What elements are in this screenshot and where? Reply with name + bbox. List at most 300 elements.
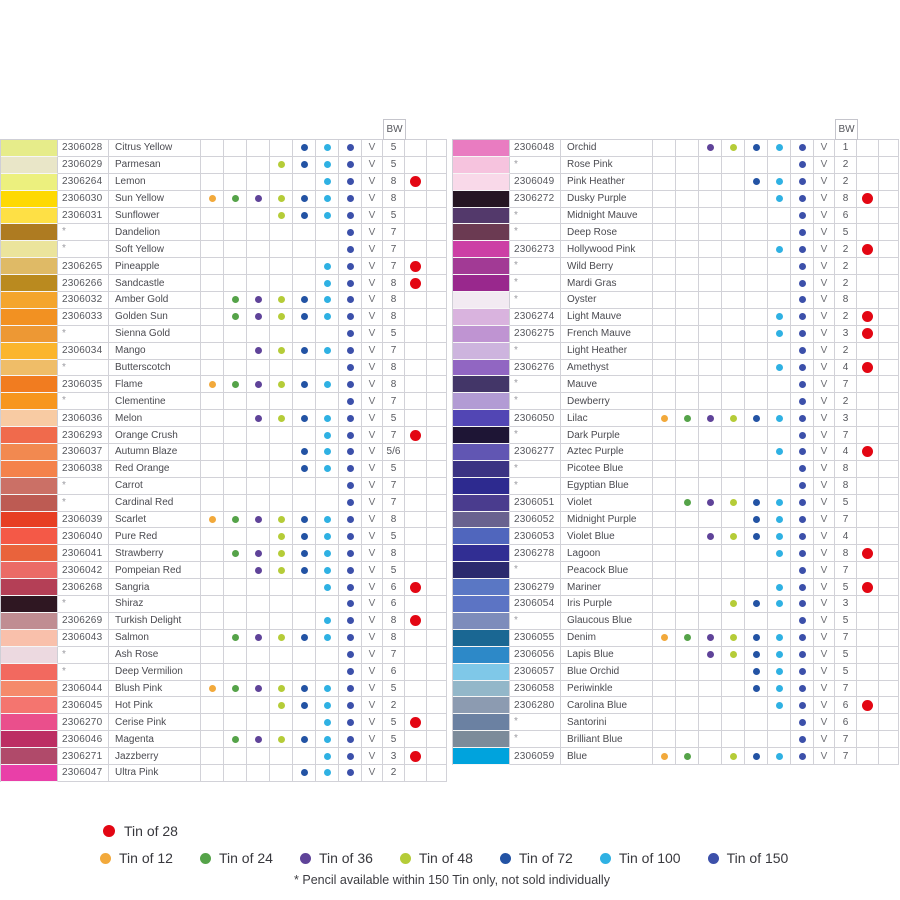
v-cell: V: [362, 528, 383, 545]
tin-of-72-dot: [301, 465, 308, 472]
legend-item-tin-of-36: [300, 850, 373, 866]
bw-value-cell: 2: [383, 765, 405, 782]
tin-of-72-cell: [745, 275, 768, 292]
tin-of-24-cell: [224, 241, 247, 258]
bw-value-cell: 2: [835, 393, 857, 410]
color-swatch: [1, 545, 58, 562]
color-name: Deep Vermilion: [109, 664, 201, 681]
tin-of-72-cell: [745, 174, 768, 191]
tin-of-12-cell: [201, 191, 224, 208]
tin-of-100-dot: [324, 719, 331, 726]
pencil-row: [1, 630, 447, 647]
tin-of-12-cell: [201, 545, 224, 562]
bw-value-cell: 7: [383, 241, 405, 258]
bw-value-cell: 7: [383, 343, 405, 360]
tin-of-12-dot: [661, 634, 668, 641]
tin-of-48-cell: [270, 461, 293, 478]
tin-of-48-cell: [270, 596, 293, 613]
color-name: Sangria: [109, 579, 201, 596]
color-swatch: [453, 427, 510, 444]
tin-of-12-cell: [653, 681, 676, 698]
color-swatch: [1, 630, 58, 647]
tin-of-100-dot: [324, 736, 331, 743]
tin-of-100-cell: [768, 309, 791, 326]
tin-of-12-cell: [201, 748, 224, 765]
bw-value-cell: 6: [383, 579, 405, 596]
tin-of-100-cell: [768, 545, 791, 562]
blank-cell: [879, 427, 899, 444]
tin-of-48-dot: [278, 415, 285, 422]
color-swatch: [453, 630, 510, 647]
color-name: Ultra Pink: [109, 765, 201, 782]
tin-of-48-cell: [270, 157, 293, 174]
code-cell: *: [510, 275, 561, 292]
tin-of-12-cell: [653, 174, 676, 191]
tin-of-100-cell: [768, 292, 791, 309]
tin-of-100-cell: [316, 326, 339, 343]
color-swatch: [1, 681, 58, 698]
color-swatch: [453, 613, 510, 630]
tin-of-72-dot: [753, 178, 760, 185]
pencil-row: [453, 157, 899, 174]
pencil-row: [453, 427, 899, 444]
tin-of-24-dot: [232, 195, 239, 202]
tin-of-48-dot: [278, 702, 285, 709]
tin-of-150-cell: [791, 343, 814, 360]
color-name: Dark Purple: [561, 427, 653, 444]
tin-of-28-dot: [862, 328, 873, 339]
tin-of-150-dot: [347, 381, 354, 388]
tin-of-36-dot: [255, 381, 262, 388]
v-cell: V: [362, 562, 383, 579]
tin-of-150-cell: [791, 495, 814, 512]
tin-of-150-dot: [799, 567, 806, 574]
tin-of-100-dot: [324, 212, 331, 219]
pencil-row: [1, 748, 447, 765]
tin-of-28-cell: [857, 275, 879, 292]
pencil-row: [453, 140, 899, 157]
code-cell: 2306042: [58, 562, 109, 579]
tin-of-24-cell: [224, 275, 247, 292]
tin-of-100-cell: [768, 478, 791, 495]
color-swatch: [453, 208, 510, 225]
tin-of-12-cell: [201, 478, 224, 495]
pencil-table-left: [0, 124, 447, 782]
tin-of-100-cell: [316, 275, 339, 292]
color-swatch: [1, 697, 58, 714]
tin-of-28-dot: [410, 751, 421, 762]
tin-of-72-cell: [293, 714, 316, 731]
tin-of-150-cell: [791, 748, 814, 765]
code-cell: 2306038: [58, 461, 109, 478]
tin-of-24-cell: [224, 427, 247, 444]
tin-of-24-cell: [676, 410, 699, 427]
tin-of-72-dot: [500, 853, 511, 864]
color-swatch: [453, 174, 510, 191]
color-swatch: [453, 647, 510, 664]
tin-of-150-dot: [799, 432, 806, 439]
blank-cell: [879, 174, 899, 191]
tin-of-72-cell: [745, 714, 768, 731]
tin-of-28-cell: [405, 326, 427, 343]
tin-of-72-cell: [293, 343, 316, 360]
v-cell: V: [814, 376, 835, 393]
tin-of-48-cell: [270, 326, 293, 343]
color-swatch: [453, 292, 510, 309]
pencil-row: [453, 545, 899, 562]
blank-cell: [879, 326, 899, 343]
tin-of-150-cell: [791, 528, 814, 545]
tin-of-100-cell: [316, 444, 339, 461]
tin-of-72-cell: [293, 461, 316, 478]
tin-of-72-cell: [293, 157, 316, 174]
tin-of-150-cell: [339, 731, 362, 748]
code-cell: 2306270: [58, 714, 109, 731]
tin-of-150-dot: [347, 719, 354, 726]
tin-of-36-cell: [699, 427, 722, 444]
tin-of-36-dot: [707, 415, 714, 422]
tin-of-12-cell: [201, 343, 224, 360]
tin-of-150-cell: [339, 444, 362, 461]
color-name: Magenta: [109, 731, 201, 748]
v-cell: V: [362, 393, 383, 410]
tin-of-48-cell: [270, 528, 293, 545]
color-swatch: [1, 748, 58, 765]
tin-of-150-cell: [339, 512, 362, 529]
tin-of-36-cell: [247, 596, 270, 613]
pencil-row: [453, 512, 899, 529]
blank-cell: [879, 444, 899, 461]
legend-item-tin-of-100: [600, 850, 681, 866]
color-name: Dandelion: [109, 224, 201, 241]
tin-of-150-dot: [347, 432, 354, 439]
tin-of-100-cell: [316, 140, 339, 157]
blank-cell: [427, 224, 447, 241]
bw-value-cell: 5: [383, 731, 405, 748]
tin-of-48-cell: [722, 495, 745, 512]
tin-of-150-dot: [347, 280, 354, 287]
tin-of-72-cell: [745, 748, 768, 765]
tin-of-48-dot: [278, 212, 285, 219]
v-cell: V: [362, 748, 383, 765]
tin-of-36-cell: [247, 208, 270, 225]
color-swatch: [453, 461, 510, 478]
tin-of-72-cell: [293, 292, 316, 309]
color-swatch: [453, 360, 510, 377]
tin-of-150-dot: [799, 533, 806, 540]
color-name: Cerise Pink: [109, 714, 201, 731]
code-cell: *: [510, 224, 561, 241]
color-swatch: [453, 376, 510, 393]
tin-of-150-dot: [347, 736, 354, 743]
pencil-row: [1, 343, 447, 360]
v-cell: V: [362, 309, 383, 326]
tin-of-28-cell: [405, 309, 427, 326]
tin-of-28-cell: [405, 545, 427, 562]
legend-item-tin-of-48: [400, 850, 473, 866]
tin-of-150-dot: [347, 212, 354, 219]
tin-of-100-cell: [316, 681, 339, 698]
tin-of-48-cell: [270, 376, 293, 393]
tin-of-36-cell: [699, 528, 722, 545]
color-name: Mango: [109, 343, 201, 360]
v-cell: V: [362, 410, 383, 427]
pencil-row: [1, 461, 447, 478]
tin-of-100-cell: [768, 393, 791, 410]
blank-cell: [879, 613, 899, 630]
v-cell: V: [814, 360, 835, 377]
tin-of-24-cell: [676, 292, 699, 309]
tin-of-36-cell: [247, 579, 270, 596]
bw-value-cell: 5: [835, 613, 857, 630]
tin-of-150-dot: [799, 280, 806, 287]
tin-of-48-cell: [722, 326, 745, 343]
tin-of-28-dot: [862, 311, 873, 322]
tin-of-28-cell: [857, 393, 879, 410]
v-cell: V: [362, 292, 383, 309]
tin-of-24-cell: [676, 714, 699, 731]
tin-of-72-dot: [753, 499, 760, 506]
tin-of-12-cell: [653, 208, 676, 225]
tin-of-12-cell: [201, 714, 224, 731]
pencil-row: [453, 241, 899, 258]
tin-of-36-cell: [699, 545, 722, 562]
tin-of-72-cell: [745, 444, 768, 461]
color-swatch: [1, 326, 58, 343]
bw-value-cell: 5: [835, 664, 857, 681]
v-cell: V: [814, 174, 835, 191]
legend-label-tin-of-150: Tin of 150: [726, 850, 789, 866]
pencil-row: [1, 444, 447, 461]
blank-cell: [879, 562, 899, 579]
tin-of-48-cell: [722, 596, 745, 613]
tin-of-100-cell: [316, 360, 339, 377]
tin-of-36-cell: [699, 326, 722, 343]
v-cell: V: [814, 528, 835, 545]
tin-of-48-cell: [722, 697, 745, 714]
tin-of-24-dot: [232, 685, 239, 692]
blank-cell: [427, 393, 447, 410]
tin-of-24-cell: [676, 528, 699, 545]
color-name: Peacock Blue: [561, 562, 653, 579]
tin-of-100-dot: [324, 195, 331, 202]
code-cell: 2306275: [510, 326, 561, 343]
color-swatch: [1, 444, 58, 461]
legend-item-tin-of-150: [708, 850, 789, 866]
tin-of-12-cell: [653, 596, 676, 613]
tin-of-150-dot: [347, 482, 354, 489]
tin-of-12-cell: [653, 630, 676, 647]
tin-of-150-cell: [339, 275, 362, 292]
blank-cell: [879, 157, 899, 174]
color-name: Midnight Mauve: [561, 208, 653, 225]
color-swatch: [1, 208, 58, 225]
code-cell: 2306036: [58, 410, 109, 427]
tin-of-72-dot: [301, 634, 308, 641]
pencil-row: [453, 360, 899, 377]
tin-of-36-dot: [255, 347, 262, 354]
tin-of-100-cell: [768, 512, 791, 529]
tin-of-12-cell: [201, 393, 224, 410]
color-name: Orchid: [561, 140, 653, 157]
tin-of-28-cell: [405, 681, 427, 698]
tin-of-150-cell: [339, 647, 362, 664]
tin-of-48-cell: [722, 360, 745, 377]
tin-of-48-cell: [722, 275, 745, 292]
tin-of-150-cell: [791, 376, 814, 393]
tin-of-12-cell: [653, 579, 676, 596]
v-cell: V: [362, 714, 383, 731]
color-name: Parmesan: [109, 157, 201, 174]
tin-of-12-cell: [653, 410, 676, 427]
tin-of-24-cell: [224, 393, 247, 410]
tin-of-100-cell: [316, 630, 339, 647]
blank-cell: [427, 461, 447, 478]
color-name: Pineapple: [109, 258, 201, 275]
tin-of-48-cell: [270, 140, 293, 157]
tin-of-12-cell: [201, 140, 224, 157]
tin-of-48-cell: [722, 224, 745, 241]
color-swatch: [453, 478, 510, 495]
tin-of-100-dot: [776, 195, 783, 202]
tin-of-24-cell: [224, 596, 247, 613]
color-name: Red Orange: [109, 461, 201, 478]
v-cell: V: [814, 630, 835, 647]
tin-of-24-cell: [676, 376, 699, 393]
tin-of-100-cell: [316, 174, 339, 191]
v-cell: V: [814, 241, 835, 258]
bw-value-cell: 5: [383, 714, 405, 731]
pencil-row: [1, 393, 447, 410]
tin-of-72-cell: [293, 545, 316, 562]
tin-of-72-dot: [753, 144, 760, 151]
color-name: Denim: [561, 630, 653, 647]
tin-of-12-cell: [201, 410, 224, 427]
tin-of-150-dot: [799, 195, 806, 202]
tin-of-72-dot: [301, 736, 308, 743]
tin-of-24-cell: [676, 140, 699, 157]
blank-cell: [879, 596, 899, 613]
color-name: Violet: [561, 495, 653, 512]
tin-of-48-cell: [722, 292, 745, 309]
tin-of-150-dot: [799, 144, 806, 151]
code-cell: *: [510, 478, 561, 495]
tin-of-72-cell: [293, 562, 316, 579]
bw-value-cell: 8: [835, 478, 857, 495]
blank-cell: [427, 579, 447, 596]
tin-of-36-cell: [247, 343, 270, 360]
tin-of-12-cell: [201, 613, 224, 630]
color-name: Strawberry: [109, 545, 201, 562]
color-name: Sun Yellow: [109, 191, 201, 208]
bw-value-cell: 8: [383, 360, 405, 377]
tin-of-48-dot: [278, 516, 285, 523]
color-name: Egyptian Blue: [561, 478, 653, 495]
tin-of-150-cell: [339, 140, 362, 157]
pencil-row: [1, 714, 447, 731]
legend-label-tin-of-36: Tin of 36: [318, 850, 373, 866]
tin-of-28-cell: [405, 258, 427, 275]
v-cell: V: [362, 191, 383, 208]
tin-of-150-dot: [347, 769, 354, 776]
pencil-row: [453, 444, 899, 461]
tin-of-48-dot: [278, 634, 285, 641]
color-swatch: [453, 309, 510, 326]
tin-of-72-cell: [745, 376, 768, 393]
v-cell: V: [814, 478, 835, 495]
v-cell: V: [362, 596, 383, 613]
tin-of-28-cell: [857, 258, 879, 275]
tin-of-150-cell: [339, 748, 362, 765]
tin-of-12-cell: [653, 697, 676, 714]
tin-of-100-cell: [768, 495, 791, 512]
tin-of-36-cell: [699, 224, 722, 241]
tin-of-24-dot: [684, 499, 691, 506]
v-cell: V: [814, 140, 835, 157]
blank-cell: [879, 292, 899, 309]
tin-of-72-cell: [293, 765, 316, 782]
tin-of-12-cell: [653, 545, 676, 562]
tin-of-36-cell: [699, 478, 722, 495]
tin-of-36-cell: [247, 562, 270, 579]
tin-of-72-dot: [301, 144, 308, 151]
tin-of-150-dot: [347, 347, 354, 354]
pencil-row: [453, 224, 899, 241]
tin-of-48-cell: [722, 208, 745, 225]
color-swatch: [453, 697, 510, 714]
blank-cell: [879, 545, 899, 562]
tin-of-28-cell: [405, 140, 427, 157]
tin-of-150-dot: [347, 550, 354, 557]
code-cell: *: [510, 258, 561, 275]
color-name: Ash Rose: [109, 647, 201, 664]
v-cell: V: [814, 275, 835, 292]
tin-of-150-dot: [799, 634, 806, 641]
code-cell: 2306274: [510, 309, 561, 326]
color-name: Citrus Yellow: [109, 140, 201, 157]
code-cell: 2306273: [510, 241, 561, 258]
pencil-row: [1, 241, 447, 258]
tin-of-150-cell: [339, 765, 362, 782]
bw-value-cell: 2: [835, 174, 857, 191]
color-swatch: [453, 579, 510, 596]
tin-of-100-dot: [324, 296, 331, 303]
code-cell: 2306276: [510, 360, 561, 377]
tin-of-12-cell: [201, 765, 224, 782]
tin-of-36-cell: [699, 495, 722, 512]
tin-of-24-cell: [224, 191, 247, 208]
tin-of-24-cell: [224, 765, 247, 782]
code-cell: 2306034: [58, 343, 109, 360]
tin-of-28-cell: [857, 681, 879, 698]
pencil-row: [453, 613, 899, 630]
tin-of-150-cell: [339, 714, 362, 731]
v-cell: V: [362, 495, 383, 512]
tin-of-72-cell: [745, 647, 768, 664]
tin-of-36-dot: [255, 550, 262, 557]
tin-of-36-cell: [699, 681, 722, 698]
tin-of-36-cell: [247, 613, 270, 630]
tin-of-100-dot: [324, 567, 331, 574]
code-cell: 2306272: [510, 191, 561, 208]
tin-of-72-dot: [753, 533, 760, 540]
tin-of-28-cell: [405, 461, 427, 478]
color-swatch: [1, 579, 58, 596]
color-name: Oyster: [561, 292, 653, 309]
code-cell: 2306058: [510, 681, 561, 698]
pencil-row: [1, 360, 447, 377]
tin-of-48-cell: [270, 360, 293, 377]
